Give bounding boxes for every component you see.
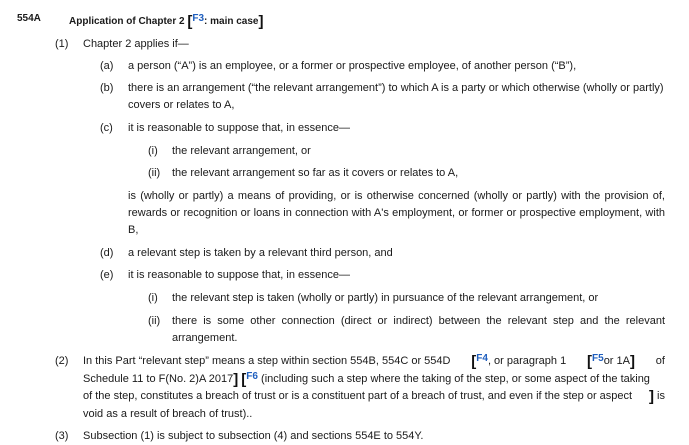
subsection-1-number: (1) <box>55 38 69 50</box>
para-c-tail-line-3: B, <box>128 224 139 236</box>
subsection-2-schedule-text: Schedule 11 to F(No. 2)A 2017 <box>83 373 234 385</box>
para-d-number: (d) <box>100 247 114 259</box>
para-c-tail-line-2: rewards or recognition or loans in connection with A's employment, or former or prospective employment, with <box>128 207 665 219</box>
close-bracket: ] <box>233 371 239 388</box>
subsection-2-line-2 <box>83 370 650 387</box>
subsection-2-text-or-1a: or 1A <box>603 355 630 367</box>
para-b-line-2: covers or relates to A, <box>128 99 235 111</box>
para-e-ii-number: (ii) <box>148 315 161 327</box>
open-bracket: [ <box>241 371 247 388</box>
para-a-text: a person (“A”) is an employee, or a former or prospective employee, of another person (“B”), <box>128 60 577 72</box>
subsection-2-text-is: is <box>657 390 665 402</box>
heading-text: Application of Chapter 2 <box>69 16 188 27</box>
subsection-2-line-2-rest: (including such a step where the taking of the step, or some aspect of the taking <box>261 373 650 385</box>
para-e-ii-line-2: arrangement. <box>172 332 238 344</box>
footnote-ref-f4[interactable]: F4 <box>476 353 488 364</box>
subsection-2-text-mid: , or paragraph 1 <box>487 355 567 367</box>
para-e-text: it is reasonable to suppose that, in essence— <box>128 269 350 281</box>
para-e-number: (e) <box>100 269 114 281</box>
subsection-2-line-4: void as a result of breach of trust).. <box>83 408 253 420</box>
para-c-ii-number: (ii) <box>148 167 161 179</box>
para-b-number: (b) <box>100 82 114 94</box>
open-bracket: [ <box>587 353 593 370</box>
section-heading <box>69 12 264 29</box>
heading-suffix: : main case <box>204 16 259 27</box>
para-c-i-text: the relevant arrangement, or <box>172 145 311 157</box>
open-bracket: [ <box>187 13 193 30</box>
subsection-2-text-of: of <box>655 355 665 367</box>
subsection-3-text: Subsection (1) is subject to subsection (4) and sections 554E to 554Y. <box>83 430 424 442</box>
subsection-2-text-start: In this Part “relevant step” means a step within section 554B, 554C or 554D <box>83 355 451 367</box>
para-c-number: (c) <box>100 122 113 134</box>
subsection-2-amendment-f4 <box>471 352 566 369</box>
subsection-3-number: (3) <box>55 430 69 442</box>
para-c-text: it is reasonable to suppose that, in essence— <box>128 122 350 134</box>
open-bracket: [ <box>471 353 477 370</box>
para-d-text: a relevant step is taken by a relevant third person, and <box>128 247 393 259</box>
subsection-2-line-3 <box>83 389 665 404</box>
para-e-ii-line-1: there is some other connection (direct or indirect) between the relevant step and the relevant <box>172 315 665 327</box>
para-e-i-text: the relevant step is taken (wholly or partly) in pursuance of the relevant arrangement, or <box>172 292 599 304</box>
para-c-ii-text: the relevant arrangement so far as it covers or relates to A, <box>172 167 459 179</box>
subsection-2-line-3-end <box>649 389 665 404</box>
footnote-ref-f3[interactable]: F3 <box>192 13 205 24</box>
close-bracket: ] <box>258 13 264 30</box>
para-a-number: (a) <box>100 60 114 72</box>
footnote-ref-f6[interactable]: F6 <box>246 371 258 382</box>
subsection-2-line-1 <box>83 352 665 369</box>
subsection-2-line-3-text: of the step, constitutes a breach of trust or is a constituent part of a breach of trust, and even if the step or aspect <box>83 390 633 402</box>
para-b-line-1: there is an arrangement (“the relevant arrangement”) to which A is a party or which otherwise (wholly or partly) <box>128 82 664 94</box>
subsection-1-lead: Chapter 2 applies if— <box>83 38 189 50</box>
subsection-2-number: (2) <box>55 355 69 367</box>
para-e-i-number: (i) <box>148 292 158 304</box>
section-number: 554A <box>17 13 41 24</box>
subsection-2-amendment-f5 <box>587 352 635 369</box>
footnote-ref-f5[interactable]: F5 <box>592 353 604 364</box>
para-c-i-number: (i) <box>148 145 158 157</box>
close-bracket: ] <box>629 353 635 370</box>
close-bracket: ] <box>648 388 654 405</box>
para-c-tail-line-1: is (wholly or partly) a means of providing, or is otherwise concerned (wholly or partly) with the provision of, <box>128 190 665 202</box>
